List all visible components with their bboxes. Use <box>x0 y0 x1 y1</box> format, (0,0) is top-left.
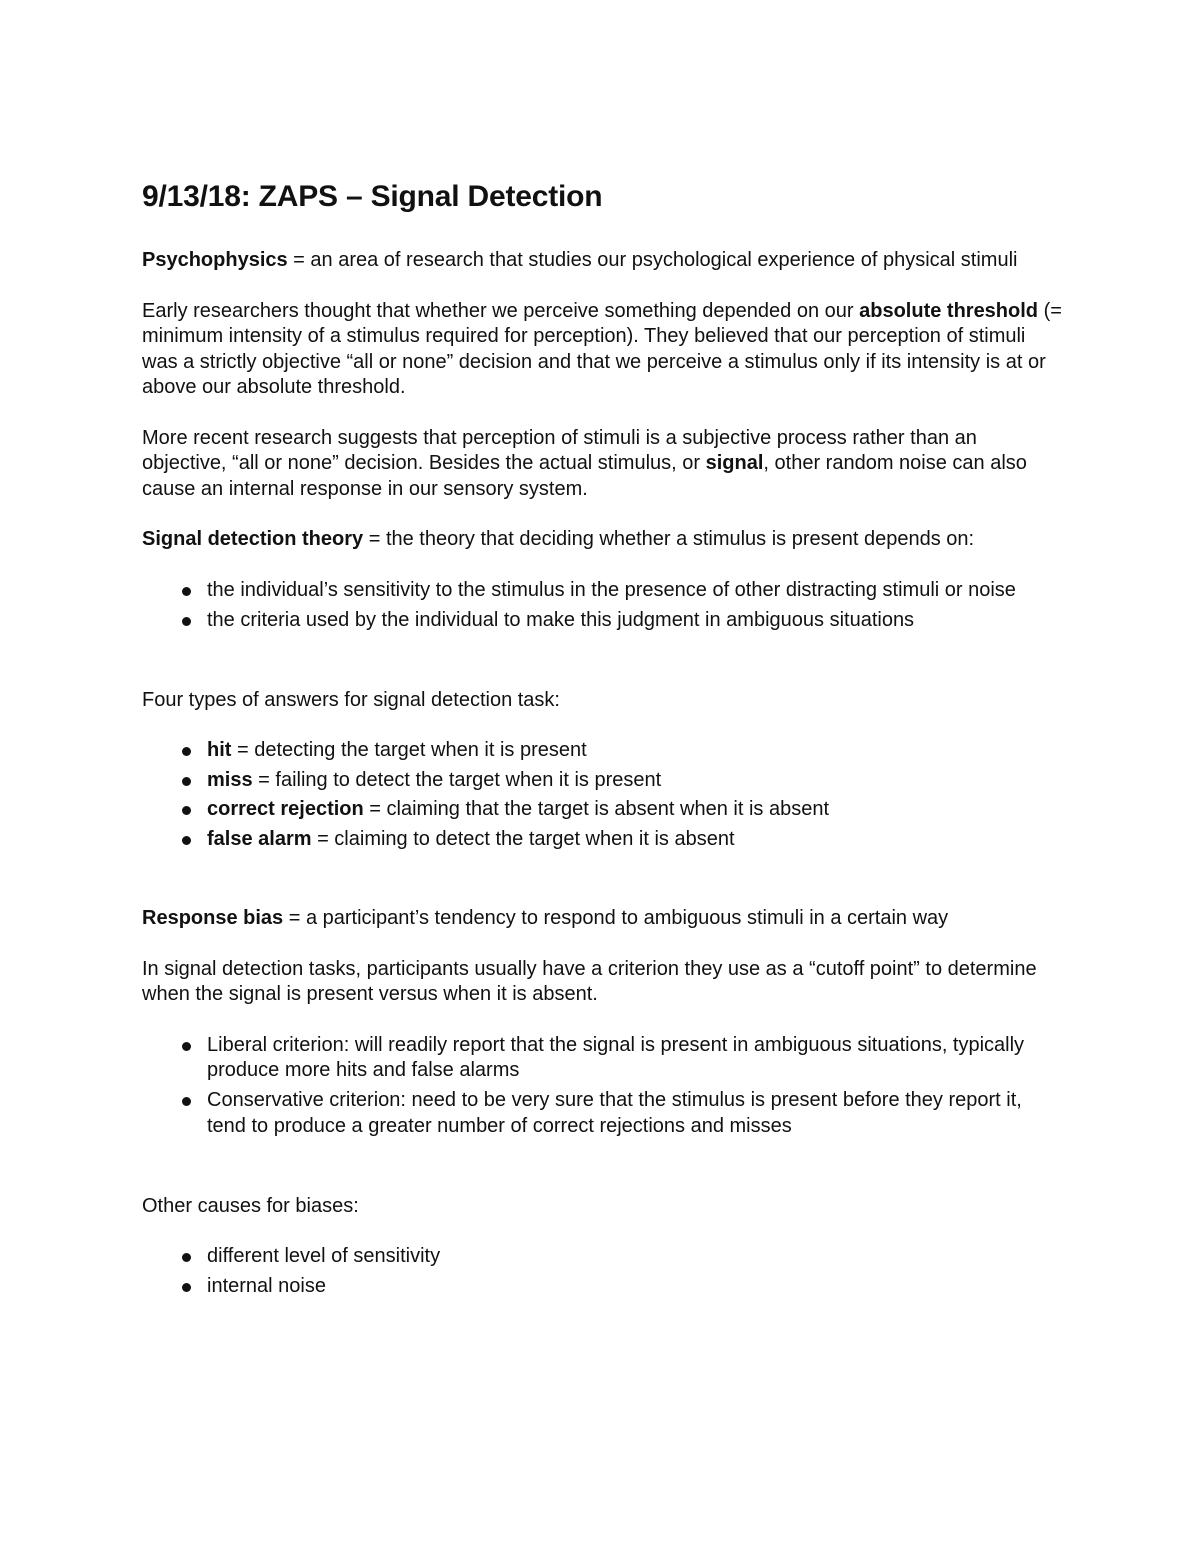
psychophysics-term: Psychophysics <box>142 249 288 271</box>
sdt-paragraph <box>142 527 1062 553</box>
bullet-icon <box>182 617 191 626</box>
recent-research-rest: , other random noise can also cause an internal response in our sensory system. <box>142 452 1027 500</box>
list-item: the criteria used by the individual to make this judgment in ambiguous situations <box>142 608 1062 634</box>
list-item: Liberal criterion: will readily report that the signal is present in ambiguous situations, typically produce more hits and false alarms <box>142 1033 1062 1084</box>
list-item: miss = failing to detect the target when it is present <box>142 768 1062 794</box>
response-bias-paragraph <box>142 906 1062 932</box>
page-title: 9/13/18: ZAPS – Signal Detection <box>142 180 603 213</box>
list-item: hit = detecting the target when it is present <box>142 738 1062 764</box>
early-research-rest: (= minimum intensity of a stimulus required for perception). They believed that our perception of stimuli was a strictly objective “all or none” decision and that we perceive a stimulus only if its intensity is at or above our absolute threshold. <box>142 299 1062 398</box>
list-item: internal noise <box>142 1274 1062 1300</box>
list-item: false alarm = claiming to detect the target when it is absent <box>142 827 1062 853</box>
response-bias-term: Response bias <box>142 907 284 929</box>
answer-types-heading: Four types of answers for signal detection task: <box>142 688 560 711</box>
bullet-icon <box>182 806 191 815</box>
document-page <box>142 178 1062 1303</box>
criterion-paragraph: In signal detection tasks, participants usually have a criterion they use as a “cutoff point” to determine when the signal is present versus when it is absent. <box>142 957 1037 1005</box>
early-research-paragraph <box>142 299 1062 401</box>
psychophysics-paragraph <box>142 248 1062 274</box>
list-item: Conservative criterion: need to be very sure that the stimulus is present before they report it, tend to produce a greater number of correct rejections and misses <box>142 1088 1062 1139</box>
bullet-icon <box>182 1097 191 1106</box>
absolute-threshold-term: absolute threshold <box>859 299 1039 322</box>
bullet-icon <box>182 747 191 756</box>
bullet-icon <box>182 1042 191 1051</box>
answer-types-list <box>142 738 1062 852</box>
bullet-icon <box>182 1283 191 1292</box>
signal-term: signal <box>705 452 764 474</box>
bullet-icon <box>182 836 191 845</box>
bullet-icon <box>182 587 191 596</box>
response-bias-definition: = a participant’s tendency to respond to ambiguous stimuli in a certain way <box>283 907 949 929</box>
bullet-icon <box>182 1253 191 1262</box>
psychophysics-definition: = an area of research that studies our psychological experience of physical stimuli <box>287 249 1018 271</box>
other-causes-list <box>142 1244 1062 1299</box>
list-item: the individual’s sensitivity to the stimulus in the presence of other distracting stimuli or noise <box>142 578 1062 604</box>
recent-research-paragraph <box>142 426 1062 503</box>
criterion-list <box>142 1033 1062 1140</box>
recent-research-intro: More recent research suggests that perception of stimuli is a subjective process rather than an objective, “all or none” decision. Besides the actual stimulus, or <box>142 426 977 474</box>
sdt-list <box>142 578 1062 634</box>
early-research-intro: Early researchers thought that whether we perceive something depended on our <box>142 299 860 322</box>
sdt-definition: = the theory that deciding whether a stimulus is present depends on: <box>363 528 975 550</box>
bullet-icon <box>182 777 191 786</box>
list-item: different level of sensitivity <box>142 1244 1062 1270</box>
other-causes-heading: Other causes for biases: <box>142 1194 359 1217</box>
list-item: correct rejection = claiming that the target is absent when it is absent <box>142 797 1062 823</box>
sdt-term: Signal detection theory <box>142 528 364 550</box>
